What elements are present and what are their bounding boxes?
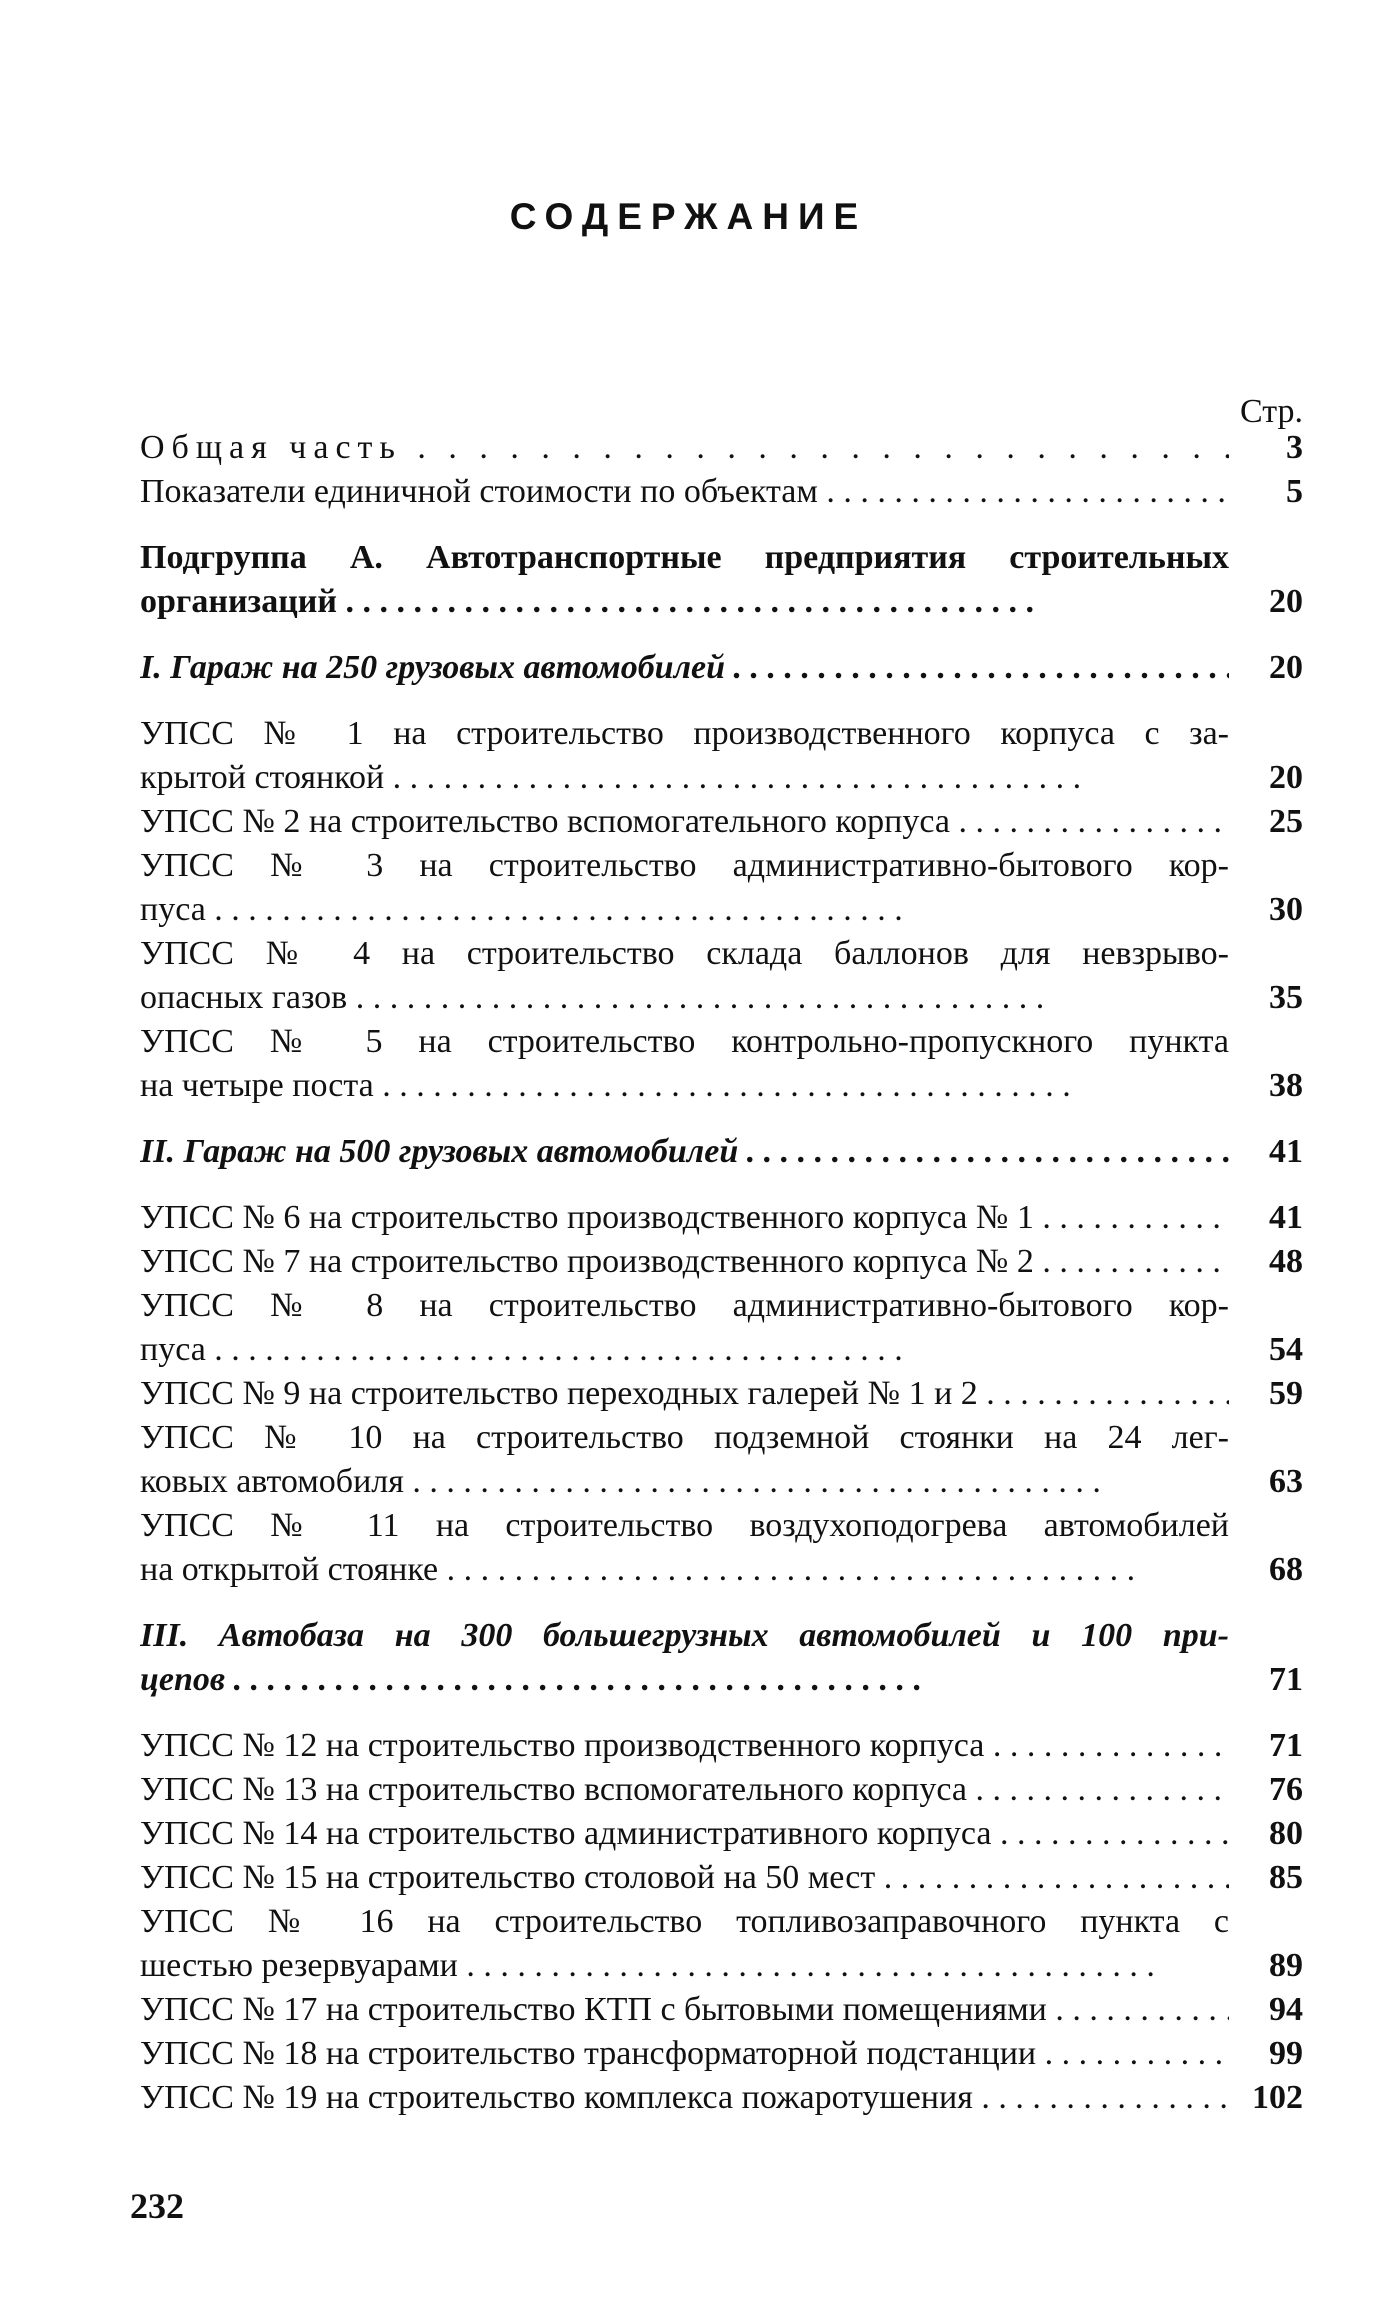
toc-entry-line: УПСС № 14 на строительство административного корпуса . . bbox=[140, 1812, 1229, 1856]
toc-entry-line: УПСС № 4 на строительство склада баллонов для невзрыво- bbox=[140, 935, 1229, 972]
toc-entry-page: 41 bbox=[1269, 1133, 1303, 1170]
toc-entry-page: 3 bbox=[1286, 429, 1303, 466]
toc-entry-title bbox=[140, 800, 1229, 844]
toc-entry bbox=[140, 470, 1303, 514]
toc-entry-line: ковых автомобиля . . bbox=[140, 1460, 1229, 1504]
document-title: СОДЕРЖАНИЕ bbox=[509, 196, 868, 237]
toc-entry bbox=[140, 1856, 1303, 1900]
toc-entry bbox=[140, 1988, 1303, 2032]
toc-entry-page: 76 bbox=[1269, 1771, 1303, 1808]
toc-entry bbox=[140, 1900, 1303, 1988]
toc-entry-title bbox=[140, 470, 1229, 514]
toc-entry-title bbox=[140, 1372, 1229, 1416]
toc-entry-title bbox=[140, 844, 1229, 932]
toc-entry-line: УПСС № 13 на строительство вспомогательного корпуса . . bbox=[140, 1768, 1229, 1812]
toc-entry-title bbox=[140, 426, 1229, 470]
toc-entry-line: УПСС № 19 на строительство комплекса пожаротушения . . bbox=[140, 2076, 1229, 2120]
toc-entry bbox=[140, 1614, 1303, 1702]
toc-entry-line: пуса . . bbox=[140, 888, 1229, 932]
toc-entry-page: 68 bbox=[1269, 1551, 1303, 1588]
toc-entry bbox=[140, 844, 1303, 932]
toc-entry-line: УПСС № 18 на строительство трансформаторной подстанции . . bbox=[140, 2032, 1229, 2076]
toc-entry-line: Общая часть . . bbox=[140, 426, 1229, 470]
toc-entry bbox=[140, 1504, 1303, 1592]
toc-entry-title bbox=[140, 1812, 1229, 1856]
toc-entry-line: УПСС № 9 на строительство переходных галерей № 1 и 2 . . bbox=[140, 1372, 1229, 1416]
toc-gap bbox=[140, 624, 1303, 646]
toc-entry-line: УПСС № 17 на строительство КТП с бытовыми помещениями . . bbox=[140, 1988, 1229, 2032]
toc-entry-title bbox=[140, 536, 1229, 624]
toc-entry-page: 48 bbox=[1269, 1243, 1303, 1280]
toc-entry-title bbox=[140, 1856, 1229, 1900]
toc-entry-page: 102 bbox=[1252, 2079, 1303, 2116]
toc-entry-title bbox=[140, 1900, 1229, 1988]
toc-entry bbox=[140, 1130, 1303, 1174]
toc-entry bbox=[140, 1284, 1303, 1372]
toc-entry-page: 85 bbox=[1269, 1859, 1303, 1896]
toc-entry-line: на четыре поста . . bbox=[140, 1064, 1229, 1108]
toc-gap bbox=[140, 690, 1303, 712]
toc-entry-line: организаций . . bbox=[140, 580, 1229, 624]
toc-entry-line: на открытой стоянке . . bbox=[140, 1548, 1229, 1592]
toc-entry bbox=[140, 536, 1303, 624]
toc-entry-line: УПСС № 11 на строительство воздухоподогрева автомобилей bbox=[140, 1507, 1229, 1544]
toc-entry-page: 71 bbox=[1269, 1727, 1303, 1764]
toc-entry-title bbox=[140, 712, 1229, 800]
toc-entry-line: I. Гараж на 250 грузовых автомобилей . . bbox=[140, 646, 1229, 690]
toc-entry bbox=[140, 1372, 1303, 1416]
toc-entry bbox=[140, 1724, 1303, 1768]
toc-entry-line: УПСС № 12 на строительство производственного корпуса . . bbox=[140, 1724, 1229, 1768]
toc-entry-line: опасных газов . . bbox=[140, 976, 1229, 1020]
toc-entry-page: 54 bbox=[1269, 1331, 1303, 1368]
toc-entry-title bbox=[140, 646, 1229, 690]
toc-entry bbox=[140, 712, 1303, 800]
toc-entry-line: УПСС № 15 на строительство столовой на 50 мест . . bbox=[140, 1856, 1229, 1900]
toc-entry-page: 63 bbox=[1269, 1463, 1303, 1500]
page-number: 232 bbox=[130, 2186, 184, 2226]
toc-entry-line: УПСС № 10 на строительство подземной стоянки на 24 лег- bbox=[140, 1419, 1229, 1456]
toc-entry-title bbox=[140, 1988, 1229, 2032]
toc-entry bbox=[140, 1768, 1303, 1812]
toc-entry-line: шестью резервуарами . . bbox=[140, 1944, 1229, 1988]
toc-entry bbox=[140, 1196, 1303, 1240]
toc-entry-line: УПСС № 1 на строительство производственного корпуса с за- bbox=[140, 715, 1229, 752]
toc-entry-page: 38 bbox=[1269, 1067, 1303, 1104]
toc-entry-page: 35 bbox=[1269, 979, 1303, 1016]
toc-entry-page: 5 bbox=[1286, 473, 1303, 510]
toc-gap bbox=[140, 514, 1303, 536]
toc-entry-page: 94 bbox=[1269, 1991, 1303, 2028]
toc-entry-page: 20 bbox=[1269, 759, 1303, 796]
toc-entry-title bbox=[140, 1416, 1229, 1504]
toc-entry-page: 89 bbox=[1269, 1947, 1303, 1984]
toc-entry bbox=[140, 932, 1303, 1020]
toc-entry-title bbox=[140, 1196, 1229, 1240]
toc-entry-line: Показатели единичной стоимости по объектам . . bbox=[140, 470, 1229, 514]
toc-entry-line: пуса . . bbox=[140, 1328, 1229, 1372]
toc-entry-page: 59 bbox=[1269, 1375, 1303, 1412]
toc-entry-line: УПСС № 16 на строительство топливозаправочного пункта с bbox=[140, 1903, 1229, 1940]
toc-entry-line: Подгруппа А. Автотранспортные предприятия строительных bbox=[140, 539, 1229, 576]
toc-entry-page: 71 bbox=[1269, 1661, 1303, 1698]
toc-entry-page: 41 bbox=[1269, 1199, 1303, 1236]
toc-entry bbox=[140, 1020, 1303, 1108]
toc-entry-title bbox=[140, 2032, 1229, 2076]
toc-entry bbox=[140, 1240, 1303, 1284]
toc-entry-line: УПСС № 6 на строительство производственного корпуса № 1 . . bbox=[140, 1196, 1229, 1240]
toc-entry-title bbox=[140, 1240, 1229, 1284]
toc-entry-page: 99 bbox=[1269, 2035, 1303, 2072]
toc-entry-line: УПСС № 8 на строительство административно-бытового кор- bbox=[140, 1287, 1229, 1324]
toc-entry bbox=[140, 800, 1303, 844]
toc-entry-page: 20 bbox=[1269, 649, 1303, 686]
toc-gap bbox=[140, 1174, 1303, 1196]
toc-gap bbox=[140, 1108, 1303, 1130]
table-of-contents bbox=[140, 392, 1303, 2120]
toc-entry-title bbox=[140, 1504, 1229, 1592]
toc-entry-page: 30 bbox=[1269, 891, 1303, 928]
toc-entry-line: УПСС № 7 на строительство производственного корпуса № 2 . . bbox=[140, 1240, 1229, 1284]
toc-entry bbox=[140, 1812, 1303, 1856]
toc-entry-line: II. Гараж на 500 грузовых автомобилей . . bbox=[140, 1130, 1229, 1174]
toc-entry-line: цепов . . bbox=[140, 1658, 1229, 1702]
toc-entry-line: УПСС № 5 на строительство контрольно-пропускного пункта bbox=[140, 1023, 1229, 1060]
toc-entry bbox=[140, 1416, 1303, 1504]
toc-entry-title bbox=[140, 2076, 1229, 2120]
toc-entry-page: 25 bbox=[1269, 803, 1303, 840]
toc-entry-line: УПСС № 3 на строительство административно-бытового кор- bbox=[140, 847, 1229, 884]
toc-gap bbox=[140, 1592, 1303, 1614]
toc-entry bbox=[140, 2032, 1303, 2076]
toc-entry-line: III. Автобаза на 300 большегрузных автомобилей и 100 при- bbox=[140, 1617, 1229, 1654]
toc-entry-title bbox=[140, 932, 1229, 1020]
toc-entry-title bbox=[140, 1284, 1229, 1372]
toc-entry-line: УПСС № 2 на строительство вспомогательного корпуса . . bbox=[140, 800, 1229, 844]
toc-entry-title bbox=[140, 1130, 1229, 1174]
toc-entry-line: крытой стоянкой . . bbox=[140, 756, 1229, 800]
page-column-label: Стр. bbox=[1239, 393, 1303, 430]
toc-entry bbox=[140, 2076, 1303, 2120]
toc-entry-title bbox=[140, 1768, 1229, 1812]
toc-entries bbox=[140, 426, 1303, 2120]
toc-entry-title bbox=[140, 1724, 1229, 1768]
toc-entry-page: 20 bbox=[1269, 583, 1303, 620]
toc-entry-title bbox=[140, 1020, 1229, 1108]
toc-entry bbox=[140, 426, 1303, 470]
toc-entry-title bbox=[140, 1614, 1229, 1702]
toc-gap bbox=[140, 1702, 1303, 1724]
toc-entry-page: 80 bbox=[1269, 1815, 1303, 1852]
toc-entry bbox=[140, 646, 1303, 690]
